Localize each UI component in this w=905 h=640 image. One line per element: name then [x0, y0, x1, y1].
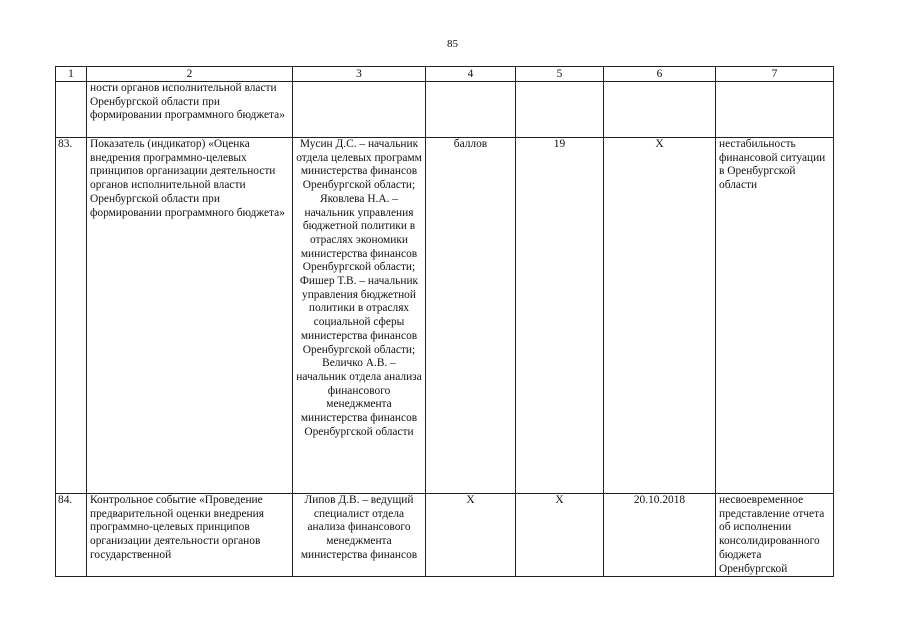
- column-header: 3: [293, 67, 426, 82]
- column-header: 1: [56, 67, 87, 82]
- row-value: 19: [516, 138, 604, 494]
- row-unit: Х: [426, 494, 516, 577]
- data-table: [55, 66, 834, 577]
- row-name: ности органов исполнительной власти Оренбургской области при формировании программного бюджета»: [87, 82, 293, 138]
- column-header: 7: [716, 67, 834, 82]
- row-responsible: [293, 82, 426, 138]
- table-row: [56, 82, 834, 138]
- table-row: [56, 494, 834, 577]
- row-date: 20.10.2018: [604, 494, 716, 577]
- row-number: [56, 82, 87, 138]
- row-number: 83.: [56, 138, 87, 494]
- column-header: 2: [87, 67, 293, 82]
- row-unit: [426, 82, 516, 138]
- row-responsible: Липов Д.В. – ведущий специалист отдела анализа финансового менеджмента министерства финансов: [293, 494, 426, 577]
- row-date: [604, 82, 716, 138]
- row-date: Х: [604, 138, 716, 494]
- column-header: 4: [426, 67, 516, 82]
- column-header: 6: [604, 67, 716, 82]
- row-unit: баллов: [426, 138, 516, 494]
- row-responsible: Мусин Д.С. – начальник отдела целевых программ министерства финансов Оренбургской области; Яковлева Н.А. – начальник управления бюджетной политики в отраслях экономики министерства финансов Оренбургской области; Фишер Т.В. – начальник управления бюджетной политики в отраслях социальной сферы министерства финансов Оренбургской области; Величко А.В. – начальник отдела анализа финансового менеджмента министерства финансов Оренбургской области: [293, 138, 426, 494]
- page-number: 85: [447, 38, 458, 50]
- row-name: Контрольное событие «Проведение предварительной оценки внедрения программно-целевых принципов организации деятельности органов государственной: [87, 494, 293, 577]
- row-risk: нестабильность финансовой ситуации в Оренбургской области: [716, 138, 834, 494]
- table-header-row: [56, 67, 834, 82]
- table-row: [56, 138, 834, 494]
- row-value: Х: [516, 494, 604, 577]
- row-name: Показатель (индикатор) «Оценка внедрения программно-целевых принципов организации деятельности органов исполнительной власти Оренбургской области при формировании программного бюджета»: [87, 138, 293, 494]
- row-risk: [716, 82, 834, 138]
- row-number: 84.: [56, 494, 87, 577]
- row-value: [516, 82, 604, 138]
- row-risk: несвоевременное представление отчета об исполнении консолидированного бюджета Оренбургской: [716, 494, 834, 577]
- column-header: 5: [516, 67, 604, 82]
